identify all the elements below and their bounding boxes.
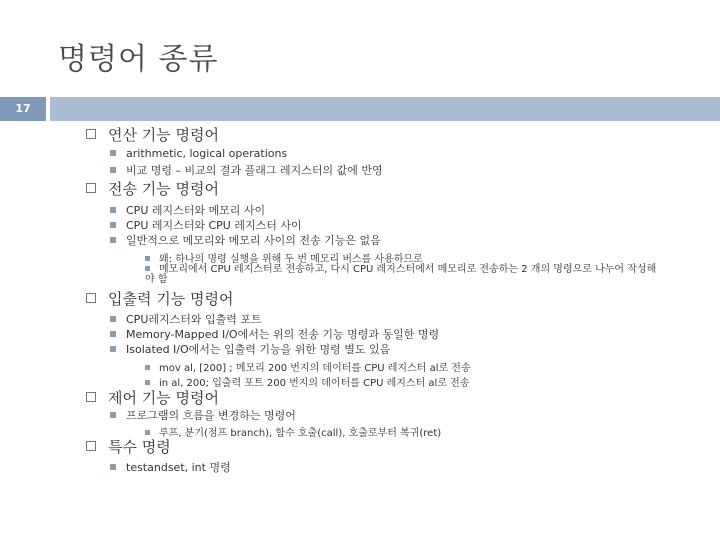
bullet-icon	[110, 412, 116, 418]
list-item	[110, 326, 439, 342]
sub-item	[145, 359, 471, 374]
sub-item	[145, 424, 441, 439]
bullet-icon	[145, 430, 150, 435]
section-heading-text: 전송 기능 명령어	[108, 180, 219, 198]
list-item-text: 비교 명령 – 비교의 결과 플래그 레지스터의 값에 반영	[126, 164, 383, 177]
bullet-icon	[86, 183, 96, 193]
section-heading	[86, 288, 233, 309]
bullet-icon	[145, 266, 150, 271]
section-heading-text: 입출력 기능 명령어	[108, 290, 234, 308]
sub-item-text: 루프, 분기(점프 branch), 함수 호출(call), 호출로부터 복귀(ret)	[159, 428, 442, 439]
bullet-icon	[145, 380, 150, 385]
list-item	[110, 459, 231, 475]
bullet-icon	[110, 237, 116, 243]
bullet-icon	[86, 129, 96, 139]
bullet-icon	[110, 150, 116, 156]
bullet-icon	[110, 464, 116, 470]
sub-item	[145, 250, 423, 265]
list-item	[110, 162, 383, 178]
list-item-text: CPU레지스터와 입출력 포트	[126, 313, 262, 326]
list-item	[110, 217, 302, 233]
section-heading-text: 제어 기능 명령어	[108, 389, 219, 407]
list-item-text: CPU 레지스터와 메모리 사이	[126, 204, 266, 217]
bullet-icon	[110, 346, 116, 352]
sub-item-text: 메모리에서 CPU 레지스터로 전송하고, 다시 CPU 레지스터에서 메모리로 전송하는 2 개의 명령으로 나누어 작성해야 함	[145, 264, 657, 285]
bullet-icon	[86, 293, 96, 303]
section-heading	[86, 124, 219, 145]
list-item-text: testandset, int 명령	[126, 461, 231, 474]
list-item	[110, 311, 262, 327]
section-heading	[86, 436, 171, 457]
bullet-icon	[86, 392, 96, 402]
list-item-text: 프로그램의 흐름을 변경하는 명령어	[126, 409, 296, 422]
sub-item	[145, 265, 665, 285]
list-item	[110, 147, 287, 160]
slide-title: 명령어 종류	[58, 42, 219, 77]
bullet-icon	[145, 256, 150, 261]
section-heading-text: 연산 기능 명령어	[108, 126, 219, 144]
list-item	[110, 341, 390, 357]
bullet-icon	[110, 207, 116, 213]
list-item	[110, 232, 381, 248]
slide-number: 17	[0, 97, 46, 121]
bullet-icon	[110, 331, 116, 337]
bullet-icon	[110, 316, 116, 322]
bullet-icon	[145, 365, 150, 370]
section-heading	[86, 387, 219, 408]
bullet-icon	[110, 222, 116, 228]
sub-item-text: 왜: 하나의 명령 실행을 위해 두 번 메모리 버스를 사용하므로	[159, 254, 423, 265]
section-heading	[86, 178, 219, 199]
list-item-text: arithmetic, logical operations	[126, 147, 288, 160]
sub-item-text: in al, 200; 입출력 포트 200 번지의 데이터를 CPU 레지스터 al로 전송	[159, 378, 470, 389]
list-item-text: 일반적으로 메모리와 메모리 사이의 전송 기능은 없음	[126, 234, 381, 247]
list-item	[110, 202, 265, 218]
list-item-text: Memory-Mapped I/O에서는 위의 전송 기능 명령과 동일한 명령	[126, 328, 440, 341]
bullet-icon	[110, 167, 116, 173]
sub-item-text: mov al, [200] ; 메모리 200 번지의 데이터를 CPU 레지스터 al로 전송	[159, 363, 471, 374]
bullet-icon	[86, 441, 96, 451]
list-item-text: CPU 레지스터와 CPU 레지스터 사이	[126, 219, 302, 232]
list-item	[110, 407, 296, 423]
list-item-text: Isolated I/O에서는 입출력 기능을 위한 명령 별도 있음	[126, 343, 391, 356]
section-heading-text: 특수 명령	[108, 438, 171, 456]
